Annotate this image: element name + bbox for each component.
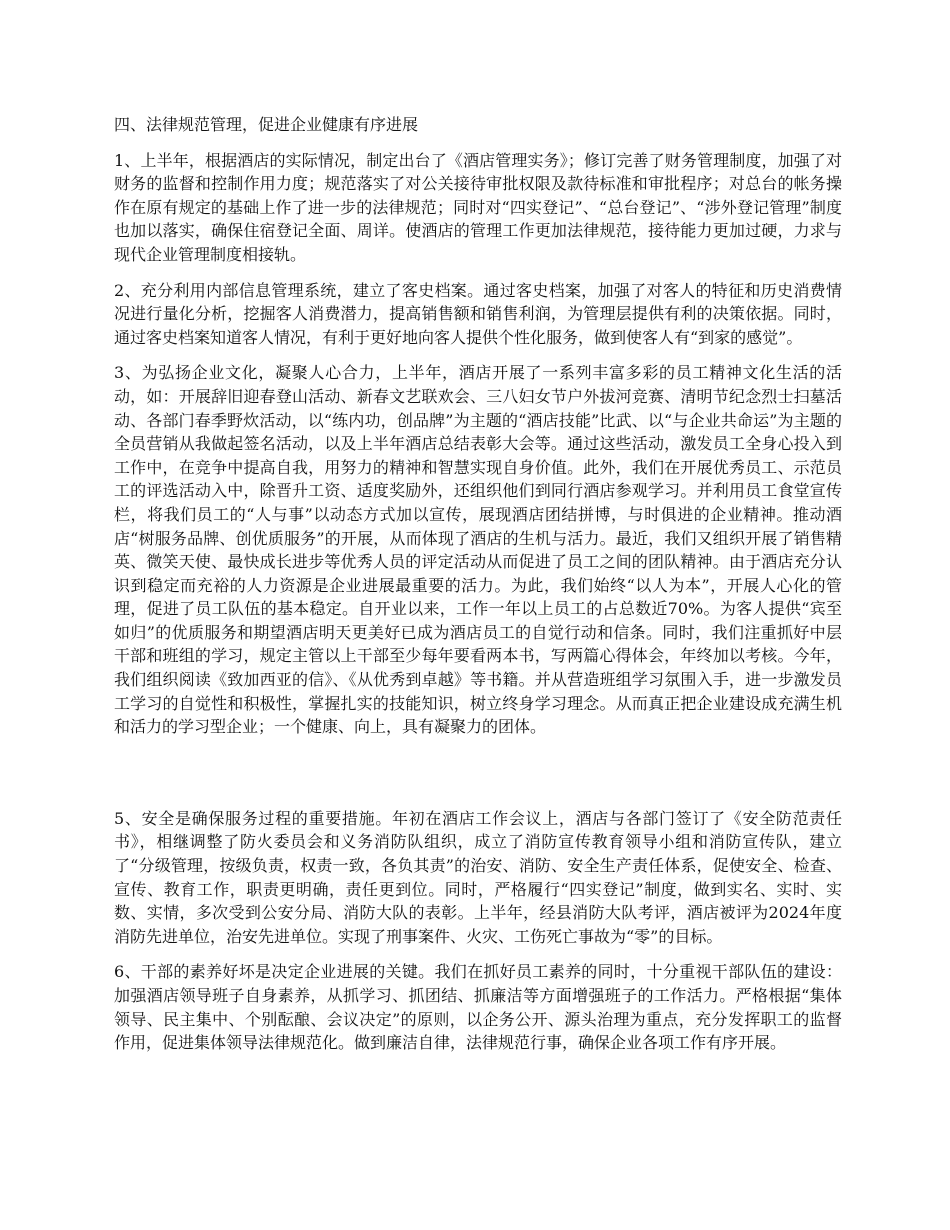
paragraph-3: 3、为弘扬企业文化，凝聚人心合力，上半年，酒店开展了一系列丰富多彩的员工精神文化生活的活动，如：开展辞旧迎春登山活动、新春文艺联欢会、三八妇女节户外拔河竞赛、清明节纪念烈士扫墓活动、各部门春季野炊活动，以“练内功，创品牌”为主题的“酒店技能”比武、以“与企业共命运”为主题的全员营销从我做起签名活动，以及上半年酒店总结表彰大会等。通过这些活动，激发员工全身心投入到工作中，在竞争中提高自我，用努力的精神和智慧实现自身价值。此外，我们在开展优秀员工、示范员工的评选活动入中，除晋升工资、适度奖励外，还组织他们到同行酒店参观学习。并利用员工食堂宣传栏，将我们员工的“人与事”以动态方式加以宣传，展现酒店团结拼博，与时俱进的企业精神。推动酒店“树服务品牌、创优质服务”的开展，从而体现了酒店的生机与活力。最近，我们又组织开展了销售精英、微笑天使、最快成长进步等优秀人员的评定活动从而促进了员工之间的团队精神。由于酒店充分认识到稳定而充裕的人力资源是企业进展最重要的活力。为此，我们始终“以人为本”，开展人心化的管理，促进了员工队伍的基本稳定。自开业以来，工作一年以上员工的占总数近70%。为客人提供“宾至如归”的优质服务和期望酒店明天更美好已成为酒店员工的自觉行动和信条。同时，我们注重抓好中层干部和班组的学习，规定主管以上干部至少每年要看两本书，写两篇心得体会，年终加以考核。今年，我们组织阅读《致加西亚的信》、《从优秀到卓越》等书籍。并从营造班组学习氛围入手，进一步激发员工学习的自觉性和积极性，掌握扎实的技能知识，树立终身学习理念。从而真正把企业建设成充满生机和活力的学习型企业；一个健康、向上，具有凝聚力的团体。 bbox=[114, 363, 842, 737]
section-heading: 四、法律规范管理，促进企业健康有序进展 bbox=[114, 115, 419, 134]
paragraph-1: 1、上半年，根据酒店的实际情况，制定出台了《酒店管理实务》；修订完善了财务管理制度，加强了对财务的监督和控制作用力度；规范落实了对公关接待审批权限及款待标准和审批程序；对总台的帐务操作在原有规定的基础上作了进一步的法律规范；同时对“四实登记”、“总台登记”、“涉外登记管理”制度也加以落实，确保住宿登记全面、周详。使酒店的管理工作更加法律规范，接待能力更加过硬，力求与现代企业管理制度相接轨。 bbox=[114, 150, 842, 264]
paragraph-6: 6、干部的素养好坏是决定企业进展的关键。我们在抓好员工素养的同时，十分重视干部队伍的建设：加强酒店领导班子自身素养，从抓学习、抓团结、抓廉洁等方面增强班子的工作活力。严格根据“集体领导、民主集中、个别酝酿、会议决定”的原则，以企务公开、源头治理为重点，充分发挥职工的监督作用，促进集体领导法律规范化。做到廉洁自律，法律规范行事，确保企业各项工作有序开展。 bbox=[114, 962, 842, 1053]
paragraph-2: 2、充分利用内部信息管理系统，建立了客史档案。通过客史档案，加强了对客人的特征和历史消费情况进行量化分析，挖掘客人消费潜力，提高销售额和销售利润，为管理层提供有利的决策依据。同时，通过客史档案知道客人情况，有利于更好地向客人提供个性化服务，做到使客人有“到家的感觉”。 bbox=[114, 280, 842, 347]
blank-gap bbox=[114, 751, 842, 807]
paragraph-5: 5、安全是确保服务过程的重要措施。年初在酒店工作会议上，酒店与各部门签订了《安全防范责任书》，相继调整了防火委员会和义务消防队组织，成立了消防宣传教育领导小组和消防宣传队，建立了“分级管理，按级负责，权责一致，各负其责”的治安、消防、安全生产责任体系，促使安全、检查、宣传、教育工作，职责更明确，责任更到位。同时，严格履行“四实登记”制度，做到实名、实时、实数、实情，多次受到公安分局、消防大队的表彰。上半年，经县消防大队考评，酒店被评为2024年度消防先进单位，治安先进单位。实现了刑事案件、火灾、工伤死亡事故为“零”的目标。 bbox=[114, 808, 842, 946]
document-page bbox=[114, 113, 842, 1067]
